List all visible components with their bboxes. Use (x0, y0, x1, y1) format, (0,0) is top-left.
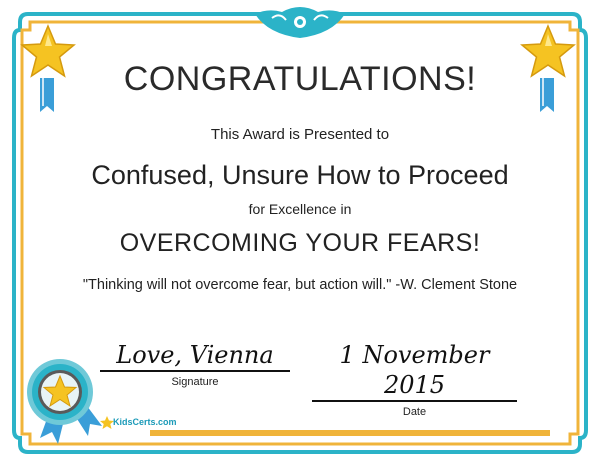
date-block (312, 340, 517, 418)
certificate-title: CONGRATULATIONS! (123, 60, 477, 98)
signature-label: Signature (171, 376, 219, 388)
date-value: 1 November 2015 (312, 340, 517, 402)
brand-logo-text[interactable]: KidsCerts.com (113, 417, 177, 427)
achievement-text: OVERCOMING YOUR FEARS! (119, 229, 481, 257)
top-ornament (255, 7, 345, 38)
date-label: Date (402, 406, 427, 418)
excellence-line: for Excellence in (248, 201, 352, 217)
award-badge-icon (27, 359, 102, 444)
quote-text: "Thinking will not overcome fear, but action will." -W. Clement Stone (82, 277, 518, 293)
signature-block (100, 340, 290, 388)
brand-star-icon (100, 416, 114, 429)
bottom-gold-bar (150, 430, 550, 436)
presented-line: This Award is Presented to (210, 126, 390, 143)
recipient-name: Confused, Unsure How to Proceed (91, 160, 509, 190)
signature-value: Love, Vienna (100, 340, 290, 372)
